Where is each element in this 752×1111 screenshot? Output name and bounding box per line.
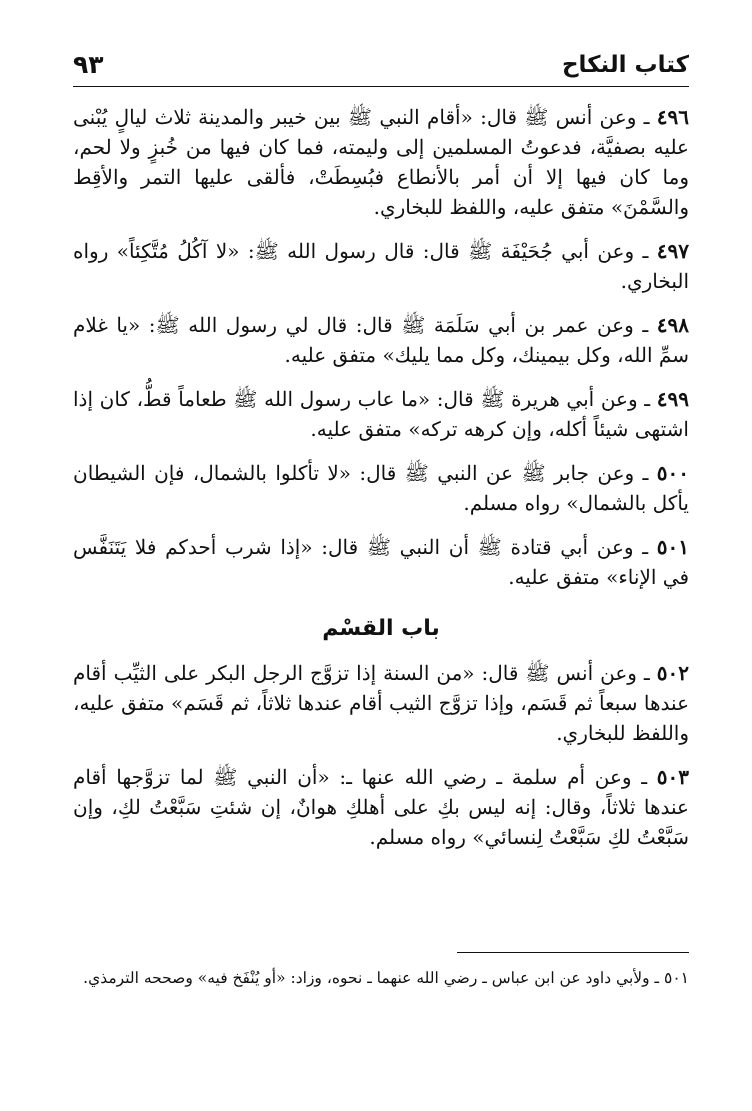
footnote-divider <box>457 952 689 953</box>
hadith-paragraph <box>73 102 689 222</box>
hadith-paragraph <box>73 532 689 592</box>
hadith-text: ـ وعن أنس ﷺ قال: «أقام النبي ﷺ بين خيبر والمدينة ثلاث ليالٍ يُبْنى عليه بصفيَّة، فدعوتُ المسلمين إلى وليمته، فما كان فيها من خُبزٍ ولا لحم، وما كان فيها إلا أن أمر بالأنطاع فبُسِطَتْ، فألقى عليها التمر والأقِط والسَّمْنَ» متفق عليه، واللفظ للبخاري. <box>73 105 689 219</box>
hadith-number: ٥٠٢ <box>656 661 689 685</box>
hadith-text: ـ وعن أبي هريرة ﷺ قال: «ما عاب رسول الله ﷺ طعاماً قطُّ، كان إذا اشتهى شيئاً أكله، وإن كرهه تركه» متفق عليه. <box>73 387 689 441</box>
hadith-paragraph <box>73 310 689 370</box>
hadith-paragraph <box>73 384 689 444</box>
footnote: ٥٠١ ـ ولأبي داود عن ابن عباس ـ رضي الله عنهما ـ نحوه، وزاد: «أو يُنْفَخ فيه» وصححه الترمذي. <box>83 969 689 987</box>
hadith-paragraph <box>73 762 689 852</box>
hadith-paragraph <box>73 236 689 296</box>
hadith-number: ٥٠٣ <box>656 765 689 789</box>
hadith-number: ٥٠١ <box>656 535 689 559</box>
hadith-number: ٤٩٨ <box>656 313 689 337</box>
page-number: ٩٣ <box>73 50 104 79</box>
hadith-text: ـ وعن جابر ﷺ عن النبي ﷺ قال: «لا تأكلوا بالشمال، فإن الشيطان يأكل بالشمال» رواه مسلم. <box>73 461 689 515</box>
chapter-title: كتاب النكاح <box>561 52 689 78</box>
hadith-number: ٥٠٠ <box>656 461 689 485</box>
page-header <box>73 44 689 87</box>
hadith-number: ٤٩٧ <box>656 239 689 263</box>
book-page <box>73 44 689 1084</box>
hadith-text: ـ وعن أنس ﷺ قال: «من السنة إذا تزوَّج الرجل البكر على الثيِّب أقام عندها سبعاً ثم قَسَم، وإذا تزوَّج الثيب أقام عندها ثلاثاً، ثم قَسَم» متفق عليه، واللفظ للبخاري. <box>73 661 689 745</box>
page-body <box>73 102 689 866</box>
hadith-paragraph <box>73 658 689 748</box>
hadith-number: ٤٩٦ <box>656 105 689 129</box>
section-heading: باب القسْم <box>322 616 440 641</box>
hadith-paragraph <box>73 458 689 518</box>
hadith-number: ٤٩٩ <box>656 387 689 411</box>
hadith-text: ـ وعن أبي قتادة ﷺ أن النبي ﷺ قال: «إذا شرب أحدكم فلا يَتَنَفَّس في الإناء» متفق عليه. <box>73 535 689 589</box>
hadith-text: ـ وعن عمر بن أبي سَلَمَة ﷺ قال: قال لي رسول الله ﷺ: «يا غلام سمِّ الله، وكل بيمينك، وكل مما يليك» متفق عليه. <box>73 313 689 367</box>
hadith-text: ـ وعن أبي جُحَيْفَة ﷺ قال: قال رسول الله ﷺ: «لا آكُلُ مُتَّكِئاً» رواه البخاري. <box>73 239 689 293</box>
hadith-text: ـ وعن أم سلمة ـ رضي الله عنها ـ: «أن النبي ﷺ لما تزوَّجها أقام عندها ثلاثاً، وقال: إنه ليس بكِ على أهلكِ هوانٌ، إن شئتِ سَبَّعْتُ لكِ، وإن سَبَّعْتُ لكِ سَبَّعْتُ لِنسائي» رواه مسلم. <box>73 765 689 849</box>
